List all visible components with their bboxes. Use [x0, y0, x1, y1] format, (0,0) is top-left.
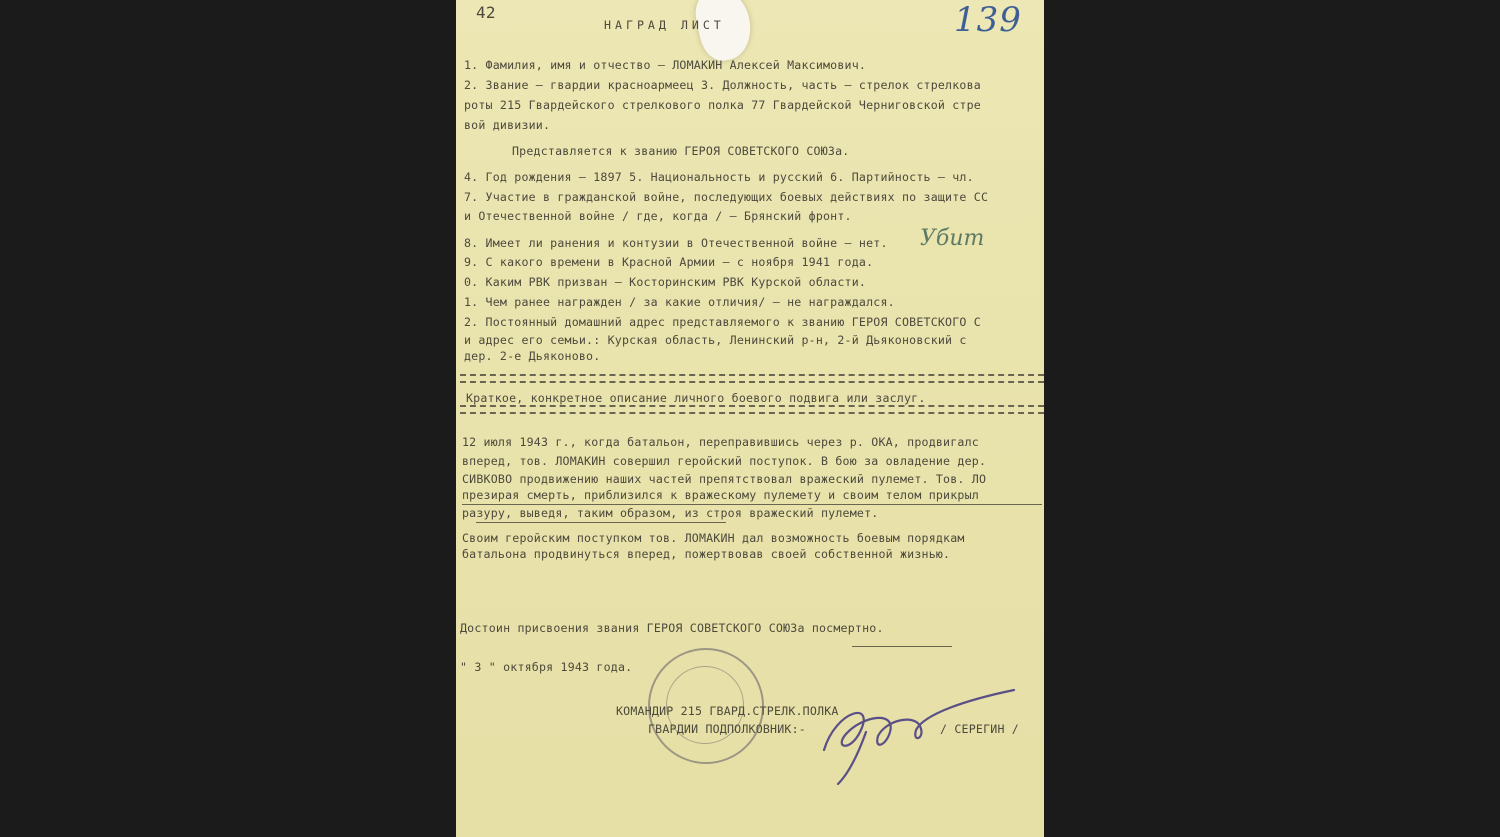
line-1: 1. Фамилия, имя и отчество – ЛОМАКИН Алексей Максимович.	[464, 58, 867, 72]
handwritten-note: Убит	[920, 226, 985, 251]
torn-paper-area	[691, 0, 756, 65]
commander-rank: ГВАРДИИ ПОДПОЛКОВНИК:-	[648, 722, 806, 736]
underline-2	[476, 522, 726, 523]
document-title: НАГРАД ЛИСТ	[604, 18, 725, 32]
line-8: и Отечественной войне / где, когда / – Брянский фронт.	[464, 209, 852, 223]
line-6: 4. Год рождения – 1897 5. Национальность и русский 6. Партийность – чл.	[464, 170, 974, 184]
archive-number: 139	[954, 0, 1022, 40]
line-3: роты 215 Гвардейского стрелкового полка 77 Гвардейской Черниговской стре	[464, 98, 981, 112]
description-line-7: батальона продвинуться вперед, пожертвовав своей собственной жизнью.	[462, 547, 951, 561]
commander-title: КОМАНДИР 215 ГВАРД.СТРЕЛК.ПОЛКА	[616, 704, 839, 718]
signature	[816, 680, 1036, 790]
line-2: 2. Звание – гвардии красноармеец 3. Должность, часть – стрелок стрелкова	[464, 78, 981, 92]
line-10: 9. С какого времени в Красной Армии – с ноября 1941 года.	[464, 255, 874, 269]
underline-1	[462, 504, 1042, 505]
line-14: и адрес его семьи.: Курская область, Ленинский р-н, 2-й Дьяконовский с	[464, 333, 967, 347]
section-header: Краткое, конкретное описание личного боевого подвига или заслуг.	[466, 391, 926, 405]
description-line-2: вперед, тов. ЛОМАКИН совершил геройский поступок. В бою за овладение дер.	[462, 454, 987, 468]
line-11: 0. Каким РВК призван – Косторинским РВК Курской области.	[464, 275, 867, 289]
description-line-5: разуру, выведя, таким образом, из строя вражеский пулемет.	[462, 506, 879, 520]
description-line-3: СИВКОВО продвижению наших частей препятствовал вражеский пулемет. Тов. ЛО	[462, 472, 987, 486]
line-4: вой дивизии.	[464, 118, 551, 132]
underline-3	[852, 646, 952, 647]
line-13: 2. Постоянный домашний адрес представляемого к званию ГЕРОЯ СОВЕТСКОГО С	[464, 315, 981, 329]
conclusion: Достоин присвоения звания ГЕРОЯ СОВЕТСКОГО СОЮЗа посмертно.	[460, 621, 884, 635]
description-line-1: 12 июля 1943 г., когда батальон, переправившись через р. ОКА, продвигалс	[462, 435, 979, 449]
description-line-4: презирая смерть, приблизился к вражескому пулемету и своим телом прикрыл	[462, 488, 979, 502]
line-15: дер. 2-е Дьяконово.	[464, 349, 601, 363]
separator-bottom	[460, 405, 1044, 414]
line-12: 1. Чем ранее награжден / за какие отличия/ – не награждался.	[464, 295, 895, 309]
separator-top	[460, 374, 1044, 383]
page-number: 42	[476, 3, 496, 22]
commander-name: / СЕРЕГИН /	[940, 722, 1019, 736]
line-7: 7. Участие в гражданской войне, последующих боевых действиях по защите СС	[464, 190, 989, 204]
line-9: 8. Имеет ли ранения и контузии в Отечественной войне – нет.	[464, 236, 888, 250]
nomination-line: Представляется к званию ГЕРОЯ СОВЕТСКОГО СОЮЗа.	[512, 144, 850, 158]
award-sheet	[456, 0, 1044, 837]
date: " 3 " октября 1943 года.	[460, 660, 633, 674]
description-line-6: Своим геройским поступком тов. ЛОМАКИН дал возможность боевым порядкам	[462, 531, 965, 545]
